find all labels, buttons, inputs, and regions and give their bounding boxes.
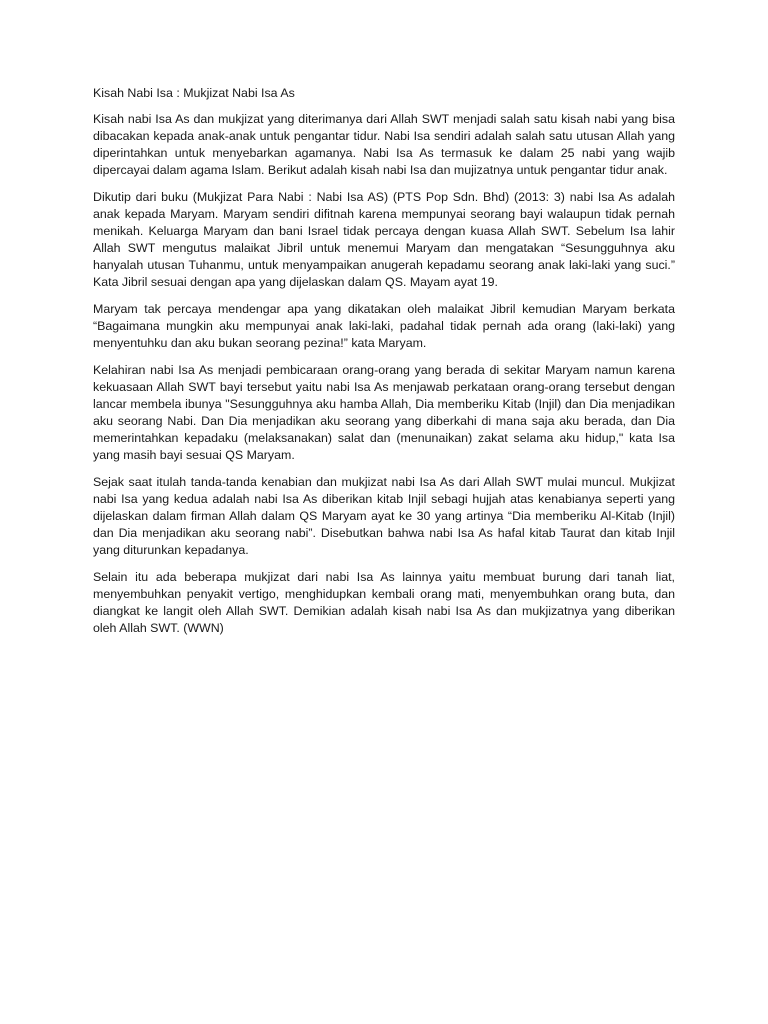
- paragraph-miracles: Selain itu ada beberapa mukjizat dari nabi Isa As lainnya yaitu membuat burung dari tanah liat, menyembuhkan penyakit vertigo, menghidupkan kembali orang mati, menyembuhkan orang buta, dan diangkat ke langit oleh Allah SWT. Demikian adalah kisah nabi Isa As dan mukjizatnya yang diberikan oleh Allah SWT. (WWN): [93, 570, 675, 635]
- document-title: Kisah Nabi Isa : Mukjizat Nabi Isa As: [93, 86, 295, 100]
- paragraph-source: Dikutip dari buku (Mukjizat Para Nabi : Nabi Isa AS) (PTS Pop Sdn. Bhd) (2013: 3) nabi Isa As adalah anak kepada Maryam. Maryam sendiri difitnah karena mempunyai seorang bayi walaupun tidak pernah menikah. Keluarga Maryam dan bani Israel tidak percaya dengan kuasa Allah SWT. Sebelum Isa lahir Allah SWT mengutus malaikat Jibril untuk menemui Maryam dan mengatakan “Sesungguhnya aku hanyalah utusan Tuhanmu, untuk menyampaikan anugerah kepadamu seorang anak laki-laki yang suci.” Kata Jibril sesuai dengan apa yang dijelaskan dalam QS. Mayam ayat 19.: [93, 190, 675, 289]
- document-page: [93, 85, 675, 647]
- paragraph-birth: Kelahiran nabi Isa As menjadi pembicaraan orang-orang yang berada di sekitar Maryam namun karena kekuasaan Allah SWT bayi tersebut yaitu nabi Isa As menjawab perkataan orang-orang tersebut dengan lancar membela ibunya "Sesungguhnya aku hamba Allah, Dia memberiku Kitab (Injil) dan Dia menjadikan aku seorang Nabi. Dan Dia menjadikan aku seorang yang diberkahi di mana saja aku berada, dan Dia memerintahkan kepadaku (melaksanakan) salat dan (menunaikan) zakat selama aku hidup," kata Isa yang masih bayi sesuai QS Maryam.: [93, 363, 675, 462]
- paragraph-prophethood: Sejak saat itulah tanda-tanda kenabian dan mukjizat nabi Isa As dari Allah SWT mulai muncul. Mukjizat nabi Isa yang kedua adalah nabi Isa As diberikan kitab Injil sebagi hujjah atas kenabianya seperti yang dijelaskan dalam firman Allah dalam QS Maryam ayat ke 30 yang artinya “Dia memberiku Al-Kitab (Injil) dan Dia menjadikan aku seorang nabi”. Disebutkan bahwa nabi Isa As hafal kitab Taurat dan kitab Injil yang diturunkan kepadanya.: [93, 475, 675, 557]
- paragraph-intro: Kisah nabi Isa As dan mukjizat yang diterimanya dari Allah SWT menjadi salah satu kisah nabi yang bisa dibacakan kepada anak-anak untuk pengantar tidur. Nabi Isa sendiri adalah salah satu utusan Allah yang diperintahkan untuk menyebarkan agamanya. Nabi Isa As termasuk ke dalam 25 nabi yang wajib dipercayai dalam agama Islam. Berikut adalah kisah nabi Isa dan mujizatnya untuk pengantar tidur anak.: [93, 112, 675, 177]
- paragraph-maryam-reply: Maryam tak percaya mendengar apa yang dikatakan oleh malaikat Jibril kemudian Maryam berkata “Bagaimana mungkin aku mempunyai anak laki-laki, padahal tidak pernah ada orang (laki-laki) yang menyentuhku dan aku bukan seorang pezina!” kata Maryam.: [93, 302, 675, 350]
